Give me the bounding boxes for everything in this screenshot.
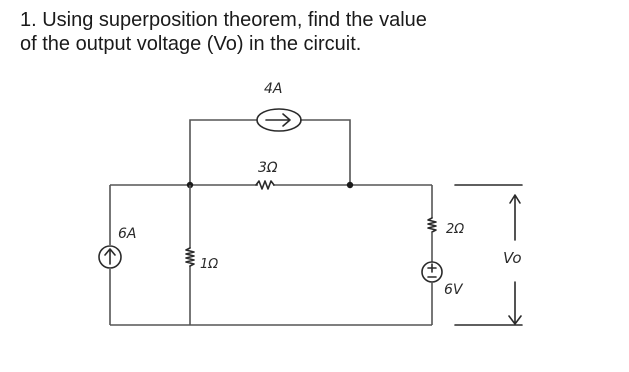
resistor-2ohm bbox=[428, 218, 436, 232]
right-branch bbox=[422, 185, 464, 325]
wire-top-right bbox=[300, 120, 350, 185]
label-1ohm: 1Ω bbox=[200, 257, 219, 272]
resistor-branch-1ohm bbox=[186, 185, 218, 325]
resistor-3ohm bbox=[256, 181, 274, 189]
current-source-6a bbox=[99, 246, 121, 268]
problem-line-2: of the output voltage (Vo) in the circuit. bbox=[20, 33, 362, 55]
label-vo: Vo bbox=[503, 249, 522, 267]
middle-wire bbox=[110, 160, 432, 189]
label-4a: 4A bbox=[264, 81, 283, 97]
vo-up-arrow bbox=[510, 195, 520, 240]
node-dot-right bbox=[347, 182, 353, 188]
label-6a: 6A bbox=[118, 226, 137, 242]
label-2ohm: 2Ω bbox=[446, 222, 465, 237]
label-3ohm: 3Ω bbox=[258, 160, 278, 176]
problem-line-1: 1. Using superposition theorem, find the value bbox=[20, 9, 427, 31]
output-voltage-indicator bbox=[455, 185, 522, 325]
wire-top-left bbox=[190, 120, 257, 185]
left-branch bbox=[99, 185, 136, 325]
current-source-4a bbox=[257, 109, 301, 131]
voltage-source-6v bbox=[422, 262, 442, 282]
resistor-1ohm bbox=[186, 248, 194, 266]
vo-down-arrow bbox=[509, 282, 521, 324]
label-6v: 6V bbox=[444, 282, 463, 298]
